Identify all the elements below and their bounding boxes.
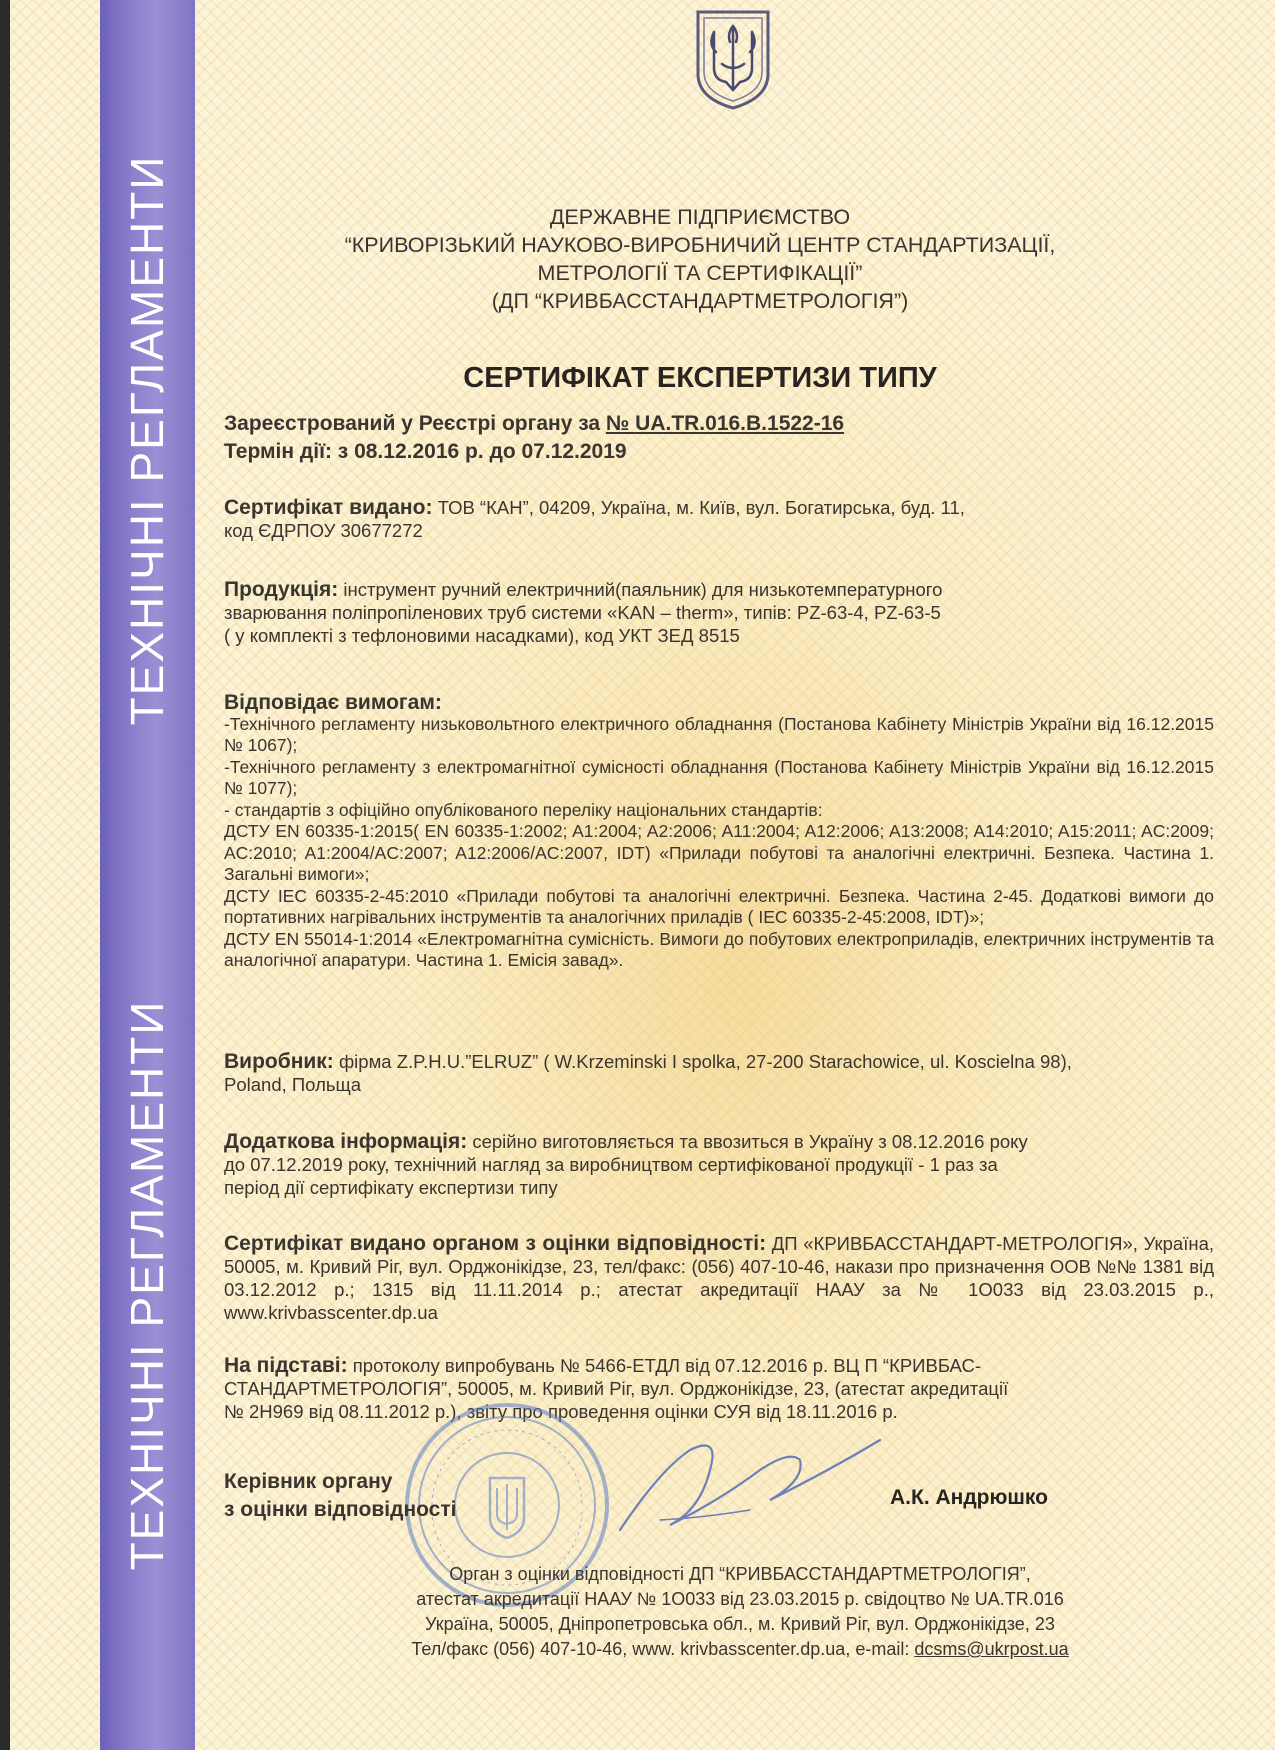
issuing-body-text: ДП «КРИВБАССТАНДАРТ-МЕТРОЛОГІЯ», Україна, 50005, м. Кривий Ріг, вул. Орджонікідзе, 23, тел/факс: (056) 407-10-46, накази про призначення ООВ №№ 1381 від 03.12.2012 р.; 1315 від 11.11.2014 р.; атестат акредитації НААУ за № 1О033 від 23.03.2015 р., www.krivbasscenter.dp.ua — [224, 1233, 1214, 1323]
requirement-line: -Технічного регламенту низьковольтного електричного обладнання (Постанова Кабінету Міністрів України від 16.12.2015 № 1067); — [224, 713, 1214, 755]
org-header-line: (ДП “КРИВБАССТАНДАРТМЕТРОЛОГІЯ”) — [491, 289, 909, 313]
additional-info-line: серійно виготовляється та ввозиться в Україну з 08.12.2016 року — [472, 1131, 1028, 1152]
registration-label: Зареєстрований у Реєстрі органу за — [224, 412, 601, 435]
requirement-line: - стандартів з офіційно опублікованого переліку національних стандартів: — [224, 799, 823, 820]
signer-title-line: Керівник органу — [224, 1470, 393, 1493]
manufacturer-country: Poland, Польща — [224, 1074, 362, 1095]
certificate-title: СЕРТИФІКАТ ЕКСПЕРТИЗИ ТИПУ — [463, 362, 937, 394]
footer-line: Україна, 50005, Дніпропетровська обл., м. Кривий Ріг, вул. Орджонікідзе, 23 — [425, 1614, 1055, 1634]
sidebar-label-bottom: ТЕХНІЧНІ РЕГЛАМЕНТИ — [121, 999, 173, 1571]
scan-edge — [0, 0, 10, 1750]
org-header-line: МЕТРОЛОГІЇ ТА СЕРТИФІКАЦІЇ” — [537, 261, 863, 285]
issuing-body-block — [224, 1232, 1214, 1324]
product-label: Продукція: — [224, 578, 339, 601]
manufacturer-block — [224, 1050, 1214, 1096]
requirement-line: ДСТУ EN 60335-1:2015( EN 60335-1:2002; A1:2004; A2:2006; A11:2004; A12:2006; A13:2008; A14:2010; A15:2011; AC:2009; AC:2010; A1:2004/AC:2007; A12:2006/AC:2007, IDT) «Прилади побутові та аналогічні електричні. Безпека. Частина 1. Загальні вимоги»; — [224, 821, 1214, 884]
product-line: ( у комплекті з тефлоновими насадками), код УКТ ЗЕД 8515 — [224, 625, 740, 646]
issuing-body-label: Сертифікат видано органом з оцінки відповідності: — [224, 1232, 767, 1255]
registration-block — [224, 410, 1214, 466]
product-block — [224, 578, 1214, 647]
basis-line: № 2Н969 від 08.11.2012 р.), звіту про проведення оцінки СУЯ від 18.11.2016 р. — [224, 1401, 898, 1422]
registration-number: № UA.TR.016.B.1522-16 — [605, 412, 845, 435]
requirement-line: ДСТУ EN 55014-1:2014 «Електромагнітна сумісність. Вимоги до побутових електроприладів, електричних інструментів та аналогічної апаратури. Частина 1. Емісія завад». — [224, 928, 1214, 970]
basis-line: СТАНДАРТМЕТРОЛОГІЯ”, 50005, м. Кривий Ріг, вул. Орджонікідзе, 23, (атестат акредитації — [224, 1378, 1009, 1399]
additional-info-line: до 07.12.2019 року, технічний нагляд за виробництвом сертифікованої продукції - 1 раз за — [224, 1154, 998, 1175]
sidebar-label-top: ТЕХНІЧНІ РЕГЛАМЕНТИ — [121, 154, 173, 726]
issued-to-block — [224, 496, 1214, 542]
manufacturer-text: фірма Z.P.H.U.”ELRUZ” ( W.Krzeminski I spolka, 27-200 Starachowice, ul. Koscielna 98), — [338, 1051, 1072, 1072]
footer-block — [300, 1562, 1180, 1662]
edrpou-code: код ЄДРПОУ 30677272 — [224, 520, 423, 541]
footer-email-link[interactable]: dcsms@ukrpost.ua — [914, 1639, 1069, 1659]
compliance-label: Відповідає вимогам: — [224, 691, 442, 714]
signer-block — [224, 1468, 1214, 1524]
basis-line: протоколу випробувань № 5466-ЕТДЛ від 07.12.2016 р. ВЦ П “КРИВБАС- — [352, 1355, 982, 1376]
additional-info-line: період дії сертифікату експертизи типу — [224, 1177, 558, 1198]
signer-name: А.К. Андрюшко — [890, 1486, 1048, 1509]
signer-title-line: з оцінки відповідності — [224, 1498, 457, 1521]
basis-block — [224, 1354, 1214, 1423]
org-header-line: “КРИВОРІЗЬКИЙ НАУКОВО-ВИРОБНИЧИЙ ЦЕНТР СТАНДАРТИЗАЦІЇ, — [344, 233, 1056, 257]
compliance-block — [224, 692, 1214, 972]
issued-to-label: Сертифікат видано: — [224, 496, 433, 519]
validity-period: Термін дії: з 08.12.2016 р. до 07.12.2019 — [224, 440, 627, 463]
org-header-line: ДЕРЖАВНЕ ПІДПРИЄМСТВО — [549, 205, 851, 229]
additional-info-label: Додаткова інформація: — [224, 1130, 468, 1153]
footer-contacts: Тел/факс (056) 407-10-46, www. krivbasscenter.dp.ua, e-mail: — [411, 1639, 910, 1659]
manufacturer-label: Виробник: — [224, 1050, 334, 1073]
footer-line: Орган з оцінки відповідності ДП “КРИВБАССТАНДАРТМЕТРОЛОГІЯ”, — [449, 1564, 1031, 1584]
product-line: зварювання поліпропіленових труб системи «KAN – therm», типів: PZ-63-4, PZ-63-5 — [224, 602, 941, 623]
product-line: інструмент ручний електричний(паяльник) для низькотемпературного — [343, 579, 943, 600]
trident-coat-of-arms-icon — [694, 8, 772, 110]
footer-line: атестат акредитації НААУ № 1О033 від 23.03.2015 р. свідоцтво № UA.TR.016 — [416, 1589, 1064, 1609]
requirement-line: ДСТУ IEC 60335-2-45:2010 «Прилади побутові та аналогічні електричні. Безпека. Частина 2-45. Додаткові вимоги до портативних нагрівальних інструментів та аналогічних приладів ( IEC 60335-2-45:2008, IDT)»; — [224, 885, 1214, 927]
requirement-line: -Технічного регламенту з електромагнітної сумісності обладнання (Постанова Кабінету Міністрів України від 16.12.2015 № 1077); — [224, 756, 1214, 798]
issued-to-text: ТОВ “КАН”, 04209, Україна, м. Київ, вул. Богатирська, буд. 11, — [437, 497, 965, 518]
organization-header — [240, 203, 1160, 315]
additional-info-block — [224, 1130, 1214, 1199]
basis-label: На підставі: — [224, 1354, 348, 1377]
